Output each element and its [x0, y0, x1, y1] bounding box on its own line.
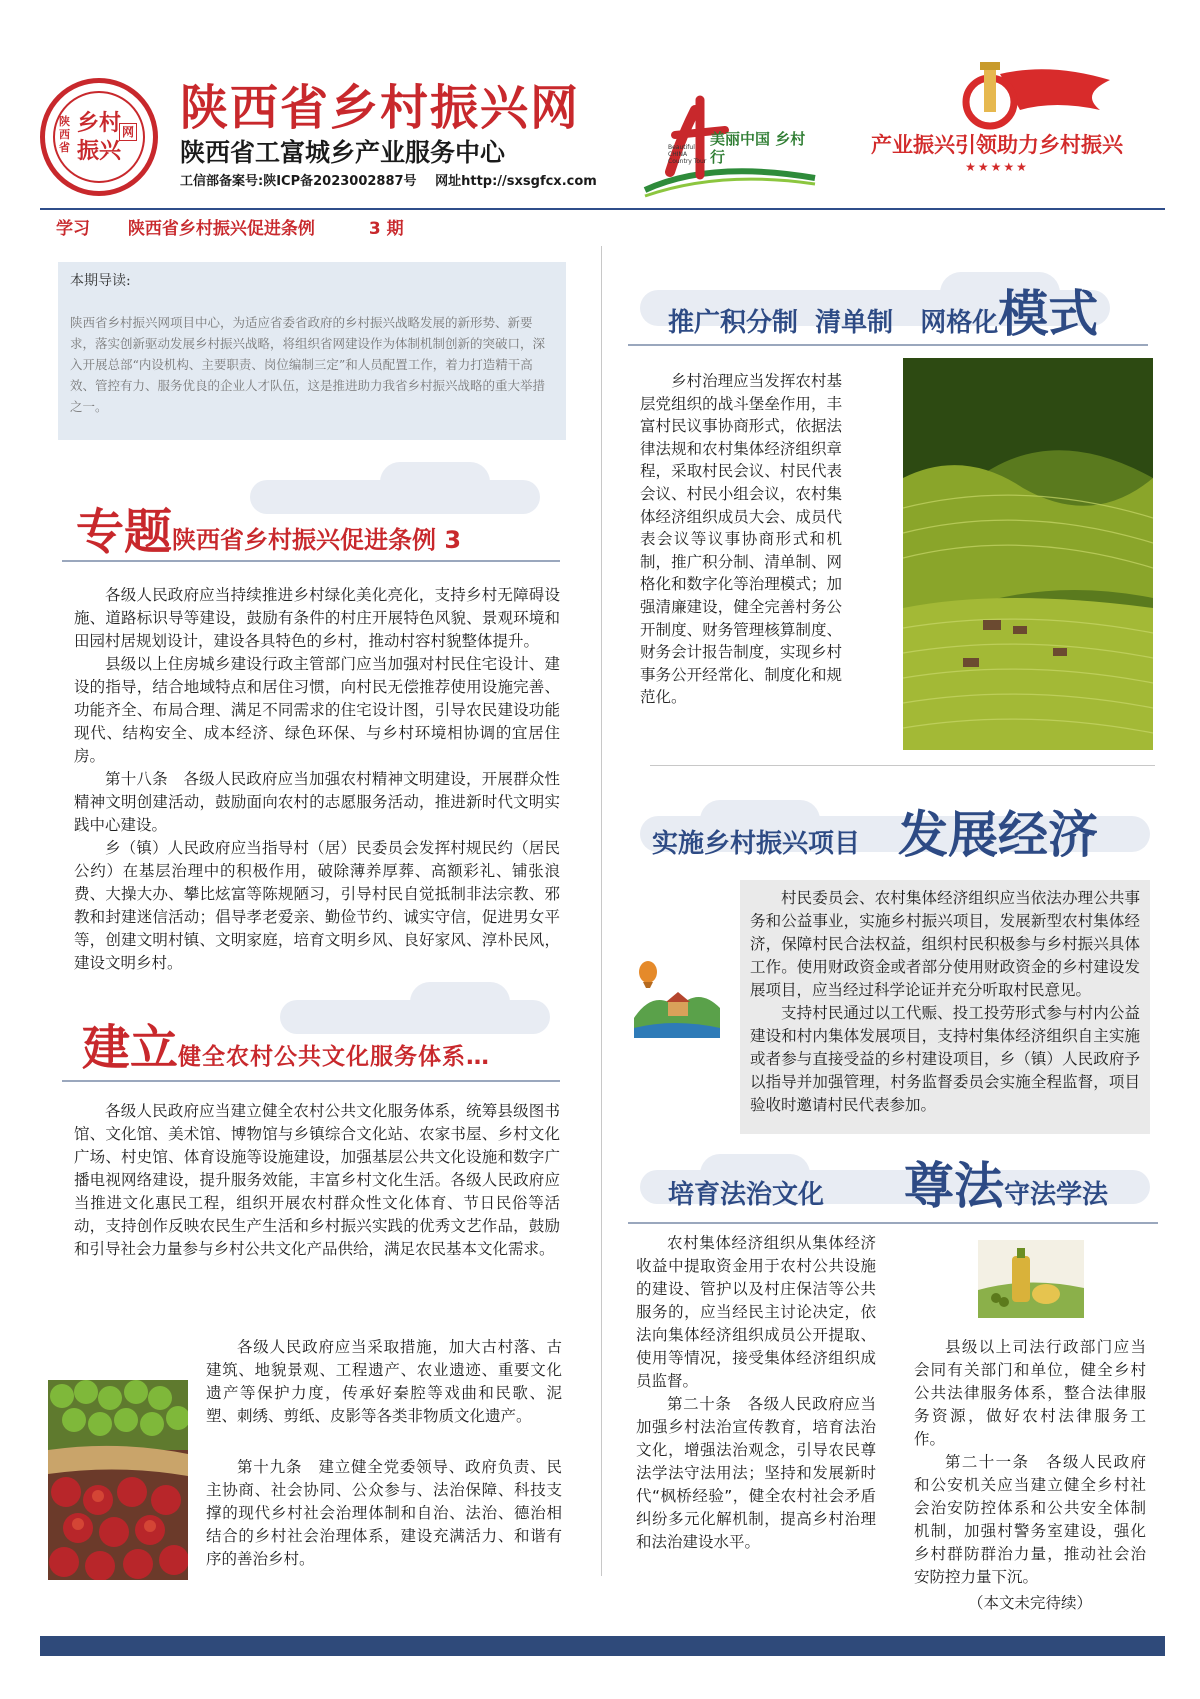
section-rule — [62, 560, 560, 562]
right1-body — [640, 370, 842, 709]
paragraph: 第十九条 建立健全党委领导、政府负责、民主协商、社会协同、公众参与、法治保障、科技支撑的现代乡村社会治理体制和自治、法治、德治相结合的乡村社会治理体系，建设充满活力、和谐有序的善治乡村。 — [206, 1458, 562, 1568]
heading-big: 专题 — [76, 504, 173, 560]
section-heading-law — [668, 1154, 1168, 1230]
section-rule — [650, 765, 1155, 766]
registration-number: 工信部备案号:陕ICP备2023002887号 — [180, 174, 417, 189]
section-heading-special — [76, 502, 556, 573]
heading-big: 发展经济 — [898, 806, 1099, 864]
right3-right-body — [914, 1336, 1146, 1589]
paragraph: 支持村民通过以工代赈、投工投劳形式参与村内公益建设和村内集体发展项目，支持村集体经济组织自主实施或者参与直接受益的乡村建设项目，乡（镇）人民政府予以指导并加强管理，村务监督委员会实施全程监督，项目验收时邀请村民代表参加。 — [750, 1004, 1140, 1114]
campaign-en-1: Beautiful — [668, 144, 695, 151]
paragraph: 第二十一条 各级人民政府和公安机关应当建立健全乡村社会治安防控体系和公共安全体制机制，加强村警务室建设，强化乡村群防群治力量，推动社会治安防控力量下沉。 — [914, 1453, 1146, 1586]
paragraph: 各级人民政府应当持续推进乡村绿化美化亮化，支持乡村无障碍设施、道路标识导等建设，鼓励有条件的村庄开展特色风貌、景观环境和田园村居规划设计，建设各具特色的乡村，推动村容村貌整体提升。 — [74, 586, 560, 650]
heading-big: 尊法 — [904, 1157, 1005, 1215]
paragraph: 第十八条 各级人民政府应当加强农村精神文明建设，开展群众性精神文明创建活动，鼓励面向农村的志愿服务活动，推进新时代文明实践中心建设。 — [74, 770, 560, 834]
terraced-fields-image — [903, 358, 1153, 750]
guide-title: 本期导读: — [70, 273, 131, 289]
heading-big: 模式 — [998, 285, 1099, 343]
heading-small-3: 网格化 — [920, 308, 999, 338]
balloon-landscape-illustration — [634, 958, 720, 1038]
site-registration — [180, 172, 620, 192]
seal-side-left: 陕西省 — [59, 115, 70, 154]
paragraph: 各级人民政府应当建立健全农村公共文化服务体系，统筹县级图书馆、文化馆、美术馆、博物馆与乡镇综合文化站、农家书屋、乡村文化广场、村史馆、体育设施等设施建设，加强基层公共文化设施和数字广播电视网络建设，提升服务效能，丰富乡村文化生活。各级人民政府应当推进文化惠民工程，组织开展农村群众性文化体育、节日民俗等活动，支持创作反映农民生产生活和乡村振兴实践的优秀文艺作品，鼓励和引导社会力量参与乡村公共文化产品供给，满足农民基本文化需求。 — [74, 1102, 560, 1258]
cloud-decoration — [380, 462, 490, 502]
campaign-logo-text: 美丽中国 乡村行 — [710, 130, 806, 166]
heritage-paragraph — [206, 1336, 562, 1428]
site-subtitle: 陕西省工富城乡产业服务中心 — [180, 138, 506, 167]
section-rule — [628, 344, 1148, 346]
fruit-basket-image — [48, 1380, 188, 1580]
section1-body — [74, 584, 560, 975]
paragraph: 各级人民政府应当采取措施，加大古村落、古建筑、地貌景观、工程遗产、农业遗迹、重要文化遗产等保护力度，传承好秦腔等戏曲和民歌、泥塑、刺绣、剪纸、皮影等各类非物质文化遗产。 — [206, 1338, 562, 1425]
guide-box — [58, 262, 566, 440]
right2-body — [750, 887, 1140, 1117]
right3-left-body — [636, 1232, 876, 1554]
heading-small-2: 清单制 — [815, 308, 894, 338]
article19-paragraph — [206, 1456, 562, 1571]
paragraph: 县级以上住房城乡建设行政主管部门应当加强对村民住宅设计、建设的指导，结合地域特点和居住习惯，向村民无偿推荐使用设施完善、功能齐全、布局合理、满足不同需求的住宅设计图，引导农民建设功能现代、结构安全、成本经济、绿色环保、与乡村环境相协调的宜居住房。 — [74, 655, 560, 765]
balloon-landscape-graphic — [634, 958, 720, 1038]
flag-emblem — [960, 62, 1110, 137]
paragraph: 农村集体经济组织从集体经济收益中提取资金用于农村公共设施的建设、管护以及村庄保洁等公共服务的，应当经民主讨论决定，依法向集体经济组织成员公开提取、使用等情况，接受集体经济组织成员监督。 — [636, 1234, 876, 1390]
section-rule — [62, 1080, 560, 1082]
header-divider — [40, 208, 1165, 210]
fruit-basket-graphic — [48, 1380, 188, 1580]
heading-small-1: 推广积分制 — [668, 308, 799, 338]
paragraph: 村民委员会、农村集体经济组织应当依法办理公共事务和公益事业，实施乡村振兴项目，发展新型农村集体经济，保障村民合法权益，组织村民积极参与乡村振兴具体工作。使用财政资金或者部分使用财政资金的乡村建设发展项目，应当经过科学论证并充分听取村民意见。 — [750, 889, 1140, 999]
campaign-en-2: CHINA — [668, 151, 688, 158]
heading-small: 实施乡村振兴项目 — [652, 829, 861, 859]
heading-small: 培育法治文化 — [668, 1180, 825, 1210]
footer-bar — [40, 1636, 1165, 1656]
cloud-decoration — [410, 982, 510, 1022]
heading-mid: 守法学法 — [1004, 1180, 1109, 1210]
site-seal-logo — [40, 78, 158, 196]
campaign-en-3: Country Tour — [668, 158, 707, 165]
heading-small: 健全农村公共文化服务体系… — [178, 1044, 491, 1070]
heading-big: 建立 — [82, 1020, 179, 1076]
nav-study: 学习 — [56, 219, 90, 239]
section-heading-establish — [82, 1018, 562, 1089]
campaign-logo-en — [668, 144, 708, 165]
paragraph: 第二十条 各级人民政府应当加强乡村法治宣传教育，培育法治文化，增强法治观念，引导农民尊法学法守法用法；坚持和发展新时代“枫桥经验”，健全农村社会矛盾纠纷多元化解机制，提高乡村治理和法治建设水平。 — [636, 1395, 876, 1551]
olive-oil-illustration — [978, 1240, 1084, 1318]
website-link[interactable]: 网址http://sxsgfcx.com — [435, 174, 597, 189]
terraced-fields-graphic — [903, 358, 1153, 750]
nav-issue: 3 期 — [368, 219, 404, 239]
to-be-continued: （本文未完待续） — [967, 1594, 1092, 1612]
section-heading-economy — [652, 802, 1152, 880]
nav-regulation: 陕西省乡村振兴促进条例 — [127, 219, 315, 239]
seal-text-main: 乡村 振兴 — [76, 110, 121, 164]
section-heading-points — [668, 282, 1138, 358]
site-title: 陕西省乡村振兴网 — [180, 80, 581, 136]
paragraph: 县级以上司法行政部门应当会同有关部门和单位，健全乡村公共法律服务体系，整合法律服务资源，做好农村法律服务工作。 — [914, 1338, 1146, 1448]
seal-side-right: 网 — [119, 123, 137, 141]
campaign-logo — [640, 80, 820, 200]
section-rule — [628, 1222, 1158, 1224]
olive-oil-graphic — [978, 1240, 1084, 1318]
issue-nav — [56, 218, 616, 240]
column-divider — [601, 246, 602, 1576]
slogan-stars: ★★★★★ — [965, 160, 1029, 174]
slogan: 产业振兴引领助力乡村振兴 — [871, 133, 1123, 157]
guide-body: 陕西省乡村振兴网项目中心，为适应省委省政府的乡村振兴战略发展的新形势、新要求，落实创新驱动发展乡村振兴战略，将组织省网建设作为体制机制创新的突破口，深入开展总部“内设机构、主要职责、岗位编制三定”和人员配置工作，着力打造精干高效、管控有力、服务优良的企业人才队伍，这是推进助力我省乡村振兴战略的重大举措之一。 — [70, 315, 546, 414]
section2-body — [74, 1100, 560, 1261]
heading-small: 陕西省乡村振兴促进条例 3 — [172, 526, 462, 554]
paragraph: 乡（镇）人民政府应当指导村（居）民委员会发挥村规民约（居民公约）在基层治理中的积极作用，破除薄养厚葬、高额彩礼、铺张浪费、大操大办、攀比炫富等陈规陋习，引导村民自觉抵制非法宗教、邪教和封建迷信活动；倡导孝老爱亲、勤俭节约、诚实守信，促进男女平等，创建文明村镇、文明家庭，培育文明乡风、良好家风、淳朴民风，建设文明乡村。 — [74, 839, 560, 972]
flag-emblem-graphic — [960, 62, 1110, 137]
paragraph: 乡村治理应当发挥农村基层党组织的战斗堡垒作用，丰富村民议事协商形式，依据法律法规和农村集体经济组织章程，采取村民会议、村民代表会议、村民小组会议，农村集体经济组织成员大会、成员代表会议等议事协商形式和机制，推广积分制、清单制、网格化和数字化等治理模式；加强清廉建设，健全完善村务公开制度、财务管理核算制度、财务会计报告制度，实现乡村事务公开经常化、制度化和规范化。 — [640, 372, 842, 707]
